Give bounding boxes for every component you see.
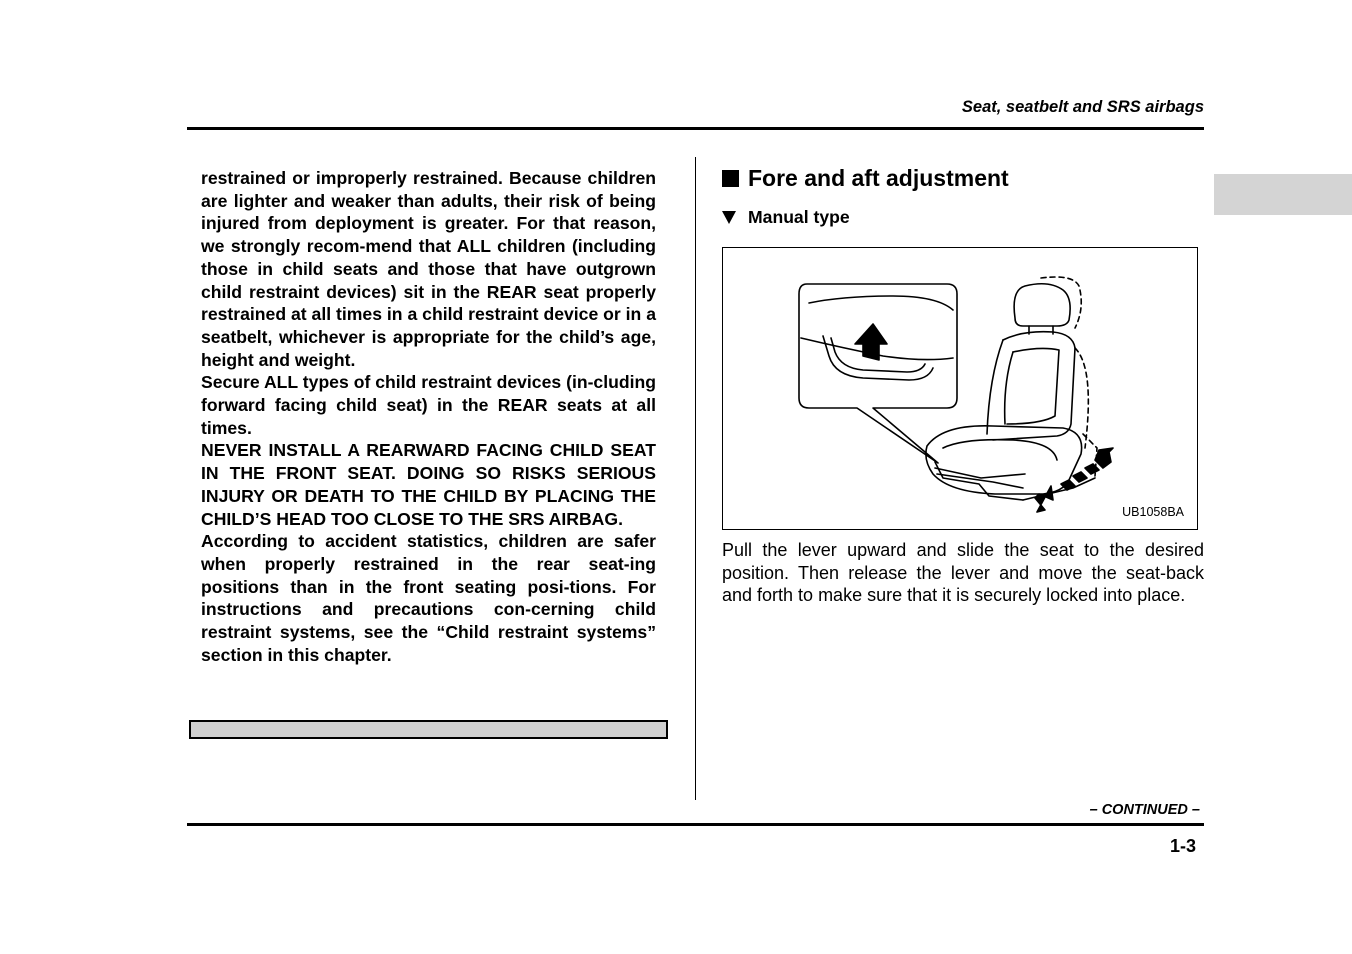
adjustment-instructions: Pull the lever upward and slide the seat to the desired position. Then release the lever and move the seat-back and forth to make sure that it is securely locked into place. [722,540,1204,606]
warning-paragraph-4: According to accident statistics, children are safer when properly restrained in the rear seat-ing positions than in the front seating posi-tions. For instructions and precautions con-cerning child restraint systems, see the “Child restraint systems” section in this chapter. [201,531,656,665]
page-number: 1-3 [1169,836,1196,856]
down-triangle-icon [722,211,736,224]
seat-adjustment-figure [722,247,1198,530]
car-seat-illustration-icon [723,248,1199,531]
continued-label: – CONTINUED – [1089,802,1200,818]
warning-text-column [201,167,656,666]
column-divider [695,157,696,800]
running-header: Seat, seatbelt and SRS airbags [961,98,1204,116]
section-heading [722,165,1009,192]
chapter-tab [1214,174,1352,215]
warning-paragraph-2: Secure ALL types of child restraint devices (in-cluding forward facing child seat) in the REAR seats at all times. [201,372,656,438]
warning-paragraph-1: restrained or improperly restrained. Because children are lighter and weaker than adults, their risk of being injured from deployment is greater. For that reason, we strongly recom-mend that ALL children (including those in child seats and those that have outgrown child restraint devices) sit in the REAR seat properly restrained at all times in a child restraint device or in a seatbelt, whichever is appropriate for the child’s age, height and weight. [201,168,656,370]
footer-rule [187,823,1204,826]
figure-id-label: UB1058BA [1122,505,1184,519]
section-heading-text: Fore and aft adjustment [748,165,1009,191]
warning-paragraph-3: NEVER INSTALL A REARWARD FACING CHILD SEAT IN THE FRONT SEAT. DOING SO RISKS SERIOUS INJURY OR DEATH TO THE CHILD BY PLACING THE CHILD’S HEAD TOO CLOSE TO THE SRS AIRBAG. [201,440,656,529]
subsection-heading [722,207,850,228]
black-square-icon [722,170,739,187]
warning-end-bar [189,720,668,739]
subsection-heading-text: Manual type [748,207,850,227]
header-rule [187,127,1204,130]
